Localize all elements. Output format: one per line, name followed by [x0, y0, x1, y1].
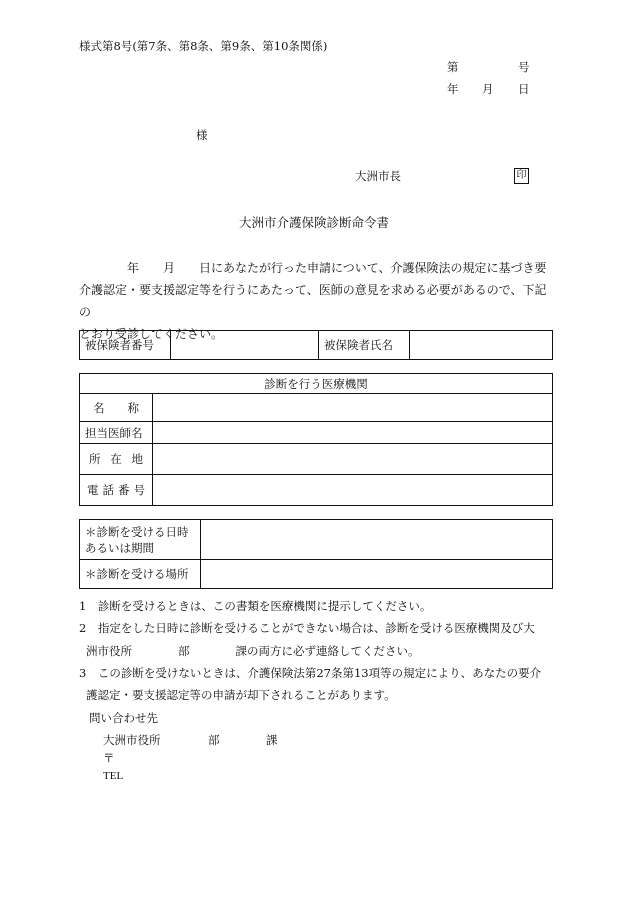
facility-name-label: 名 称 [80, 394, 153, 422]
exam-datetime-label: ＊診断を受ける日時 あるいは期間 [80, 520, 201, 560]
insured-number-label: 被保険者番号 [80, 331, 171, 360]
note-3b: 護認定・要支援認定等の申請が却下されることがあります。 [86, 688, 396, 702]
contact-tel: TEL [103, 770, 124, 782]
facility-table [79, 373, 553, 506]
address-field[interactable] [153, 444, 553, 475]
body-line-1: 年 月 日にあなたが行った申請について、介護保険法の規定に基づき要 [79, 261, 547, 275]
body-line-2: 介護認定・要支援認定等を行うにあたって、医師の意見を求める必要があるので、下記の [79, 283, 547, 319]
insured-name-label: 被保険者氏名 [319, 331, 410, 360]
facility-header: 診断を行う医療機関 [80, 374, 553, 394]
date-year: 年 [447, 82, 459, 96]
contact-section: 課 [266, 733, 278, 747]
doctor-field[interactable] [153, 422, 553, 444]
date-month: 月 [482, 82, 494, 96]
phone-field[interactable] [153, 475, 553, 506]
note-3a: 3 この診断を受けないときは、介護保険法第27条第13項等の規定により、あなたの要介 [79, 666, 542, 680]
facility-name-field[interactable] [153, 394, 553, 422]
note-2b: 洲市役所 部 課の両方に必ず連絡してください。 [86, 644, 420, 658]
exam-datetime-field[interactable] [201, 520, 553, 560]
exam-table [79, 519, 553, 589]
doc-number-dai: 第 [447, 60, 459, 74]
phone-label: 電 話 番 号 [80, 475, 153, 506]
contact-dept: 部 [208, 733, 220, 747]
contact-heading: 問い合わせ先 [89, 711, 158, 725]
doc-number-go: 号 [518, 60, 530, 74]
issuer: 大洲市長 [355, 169, 401, 183]
body-line-3: とおり受診してください。 [79, 327, 224, 341]
contact-office: 大洲市役所 [103, 733, 161, 747]
insured-name-field[interactable] [410, 331, 553, 360]
form-code: 様式第8号(第7条、第8条、第9条、第10条関係) [79, 39, 328, 53]
exam-place-field[interactable] [201, 560, 553, 589]
note-2a: 2 指定をした日時に診断を受けることができない場合は、診断を受ける医療機関及び大 [79, 621, 535, 635]
exam-place-label: ＊診断を受ける場所 [80, 560, 201, 589]
seal-mark: 印 [514, 168, 529, 184]
doctor-label: 担当医師名 [80, 422, 153, 444]
document-title: 大洲市介護保険診断命令書 [239, 215, 390, 230]
note-1: 1 診断を受けるときは、この書類を医療機関に提示してください。 [79, 599, 432, 613]
contact-postal: 〒 [103, 751, 115, 765]
insured-table [79, 330, 553, 360]
address-label: 所 在 地 [80, 444, 153, 475]
insured-number-field[interactable] [171, 331, 319, 360]
date-day: 日 [518, 82, 530, 96]
addressee-suffix: 様 [196, 128, 208, 142]
